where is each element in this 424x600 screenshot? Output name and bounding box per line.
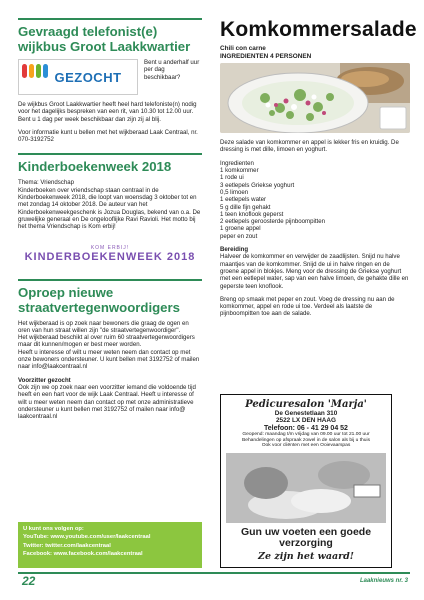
oproep-title: Oproep nieuwe straatvertegenwoordigers [18, 284, 180, 315]
ad-brand: Pedicuresalon 'Marja' [245, 399, 367, 410]
ad-hours-3: Ook voor cliënten met een Ooievaarspas [261, 443, 351, 449]
voorzitter-heading: Voorzitter gezocht [18, 376, 71, 384]
recipe-intro: Deze salade van komkommer en appel is lekker fris en kruidig. De dressing is met dille, limoen en yoghurt. [220, 139, 399, 154]
ad-hours-2: Behandelingen op afspraak zowel in de salon als bij u thuis [241, 437, 371, 443]
gezocht-logo [18, 59, 138, 95]
ad-slogan-2: Ze zijn het waard! [258, 551, 354, 563]
youtube-link[interactable]: YouTube: www.youtube.com/user/laakcentraal [23, 534, 151, 541]
ingredient-item: 2 eetlepels geroosterde pijnboompitten [220, 218, 326, 226]
facebook-link[interactable]: Facebook: www.facebook.com/laakcentraal [23, 551, 143, 558]
recipe-sub1: Chili con carne [220, 45, 266, 52]
oproep-p1: Het wijkberaad is op zoek naar bewoners die graag de ogen en oren van hun straat willen zijn "de straatvertegenwoordiger". [18, 319, 189, 334]
ingredient-item: 5 g dille fijn gehakt [220, 203, 271, 211]
prep-text-2: Breng op smaak met peper en zout. Voeg de dressing nu aan de komkommer, appel en rode ui toe. Verdeel als laatste de pijnboompitten toe aan de salade. [220, 295, 395, 318]
ingredient-item: 1 rode ui [220, 174, 244, 182]
feet-photo [226, 453, 386, 523]
footer-rule [18, 572, 410, 574]
gezocht-logo-text: GEZOCHT [54, 69, 122, 85]
ingredient-item: 1 eetlepels water [220, 196, 267, 204]
ingredient-item: 1 groene appel [220, 225, 261, 233]
ad-address-2: 2522 LX DEN HAAG [275, 417, 337, 425]
ingredient-item: 1 komkommer [220, 167, 259, 175]
social-intro: U kunt ons volgen op: [23, 526, 84, 532]
ingredient-item: 0,5 limoen [220, 188, 249, 196]
twitter-link[interactable]: Twitter: twitter.com/laakcentraal [23, 542, 111, 549]
ad-address-1: De Genestetlaan 310 [274, 410, 338, 417]
issue-label: Laaknieuws nr. 3 [359, 578, 408, 584]
ingredient-item: 1 teen knoflook geperst [220, 210, 284, 218]
section-rule [18, 279, 202, 281]
gezocht-side-text: Bent u anderhalf uur per dag beschikbaar? [144, 59, 200, 81]
oproep-p2: Het wijkberaad beschikt al over ruim 60 straatvertegenwoordigers maar dit kunnen/mogen er best meer worden. [18, 334, 195, 349]
people-figures-icon [22, 64, 48, 78]
voorzitter-body: Ook zijn we op zoek naar een voorzitter iemand die voldoende tijd heeft en een hart voor de wijk Laak Centraal. Heeft u interesse of wilt u meer weten neem dan contact op met onze administratieve ondersteuner u kunt bellen met 3192752 of mailen naar info@ laakcentraal.nl [18, 383, 196, 421]
gezocht-row [18, 59, 202, 95]
ad-hours-1: Geopend: maandag t/m vrijdag van 09.00 uur tot 21.00 uur [242, 431, 370, 437]
oproep-p3: Heeft u interesse of wilt u meer weten neem dan contact op met onze bewoners ondersteuner. U kunt bellen met 3192752 of mailen naar info@laakcentraal.nl [18, 348, 200, 371]
salad-photo [220, 63, 410, 133]
ingredients-label: Ingredienten [220, 159, 254, 167]
prep-text-1: Halveer de komkommer en verwijder de zaadlijsten. Snijd nu halve maantjes van de komkommer. Snijd de ui in halve ringen en de groene appel in blokjes. Meng voor de dressing de Griekse yoghurt met een eetlepel water, sap van een halve limoen, de gehakte dille en geperste teen knoflook. [220, 253, 409, 290]
recipe-title: Komkommersalade [220, 18, 417, 41]
ingredient-item: peper en zout [220, 232, 258, 240]
pedicure-ad [220, 394, 392, 568]
recipe-sub2: INGREDIENTEN 4 PERSONEN [220, 52, 312, 60]
kbw-title: Kinderboekenweek 2018 [18, 159, 172, 175]
prep-label: Bereiding [220, 246, 249, 254]
ad-slogan-1: Gun uw voeten een goede verzorging [240, 526, 372, 550]
section-rule [18, 18, 202, 20]
gezocht-title: Gevraagd telefonist(e) wijkbus Groot Laakkwartier [18, 24, 191, 54]
kinderboekenweek-logo [18, 239, 202, 269]
gezocht-contact: Voor informatie kunt u bellen met het wijkberaad Laak Centraal, nr. 070-3192752 [18, 128, 198, 144]
right-column [220, 18, 417, 318]
ingredients-block [220, 160, 410, 240]
kbw-logo-big: KINDERBOEKENWEEK 2018 [24, 250, 196, 263]
section-rule [18, 153, 202, 155]
gezocht-body: De wijkbus Groot Laakkwartier heeft heel hard telefoniste(n) nodig voor het dagelijks bespreken van een rit, van 10.30 tot 12.00 uur. Bent u 1 dag per week beschikbaar dan zijn zij al blij. [18, 101, 197, 123]
kbw-logo-small: KOM ERBIJ! [90, 244, 130, 251]
ad-telephone: Telefoon: 06 - 41 29 04 52 [264, 424, 348, 432]
left-column [18, 18, 202, 420]
ingredient-item: 3 eetlepels Griekse yoghurt [220, 181, 295, 189]
kbw-body: Thema: Vriendschap Kinderboeken over vriendschap staan centraal in de Kinderboekenweek 2018, die loopt van woensdag 3 oktober tot en met zondag 14 oktober 2018. De auteur van het Kinderboekenweekgeschenk is Jozua Douglas, bekend van o.a. De gruwelijke generaal en De ongelooflijke Ravi Ravioli. Het motto bij het thema Vriendschap is Kom erbij! [18, 179, 201, 231]
page-number: 22 [22, 574, 36, 588]
social-box [18, 522, 202, 568]
